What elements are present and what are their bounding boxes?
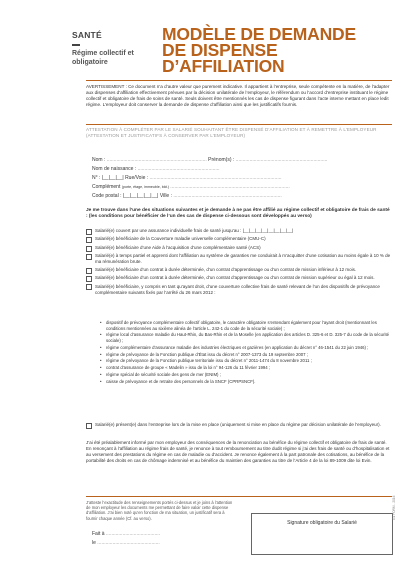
situations-intro: Je me trouve dans l’une des situations suivantes et je demande à ne pas être affilié au régime collectif et obligatoire de frais de santé : (les conditions pour bénéficier de l’un des cas de dispense ci-dessous sont développés au verso) bbox=[86, 208, 390, 219]
option-label: Salarié(e) couvert par une assurance individuelle frais de santé jusqu’au : |__|__|__|__|__|__|__|__| bbox=[95, 228, 294, 233]
le-label: le bbox=[92, 540, 96, 546]
option-item[interactable] bbox=[86, 228, 392, 235]
list-item: • régime de prévoyance de la Fonction publique d’État issu du décret n° 2007-1373 du 19 septembre 2007 ; bbox=[100, 351, 308, 357]
list-item-text: régime spécial de sécurité sociale des gens de mer (ENIM) ; bbox=[106, 371, 221, 377]
rue-label: Rue/Voie : bbox=[125, 175, 149, 181]
prevoyance-list bbox=[100, 320, 392, 385]
prenom-label: Prénom(s) : bbox=[208, 157, 235, 163]
option-label: Salarié(e) bénéficiaire, y compris en tant qu’ayant droit, d’une couverture collective frais de santé relevant de l’un des dispositifs de prévoyance complémentaire suivants fixés par l’arrêté du 26 mars 2012 : bbox=[95, 283, 380, 295]
list-item: • régime local d’assurance maladie du Haut-Rhin, du Bas-Rhin et de la Moselle (en application des articles D. 325-6 et D. 325-7 du code de la sécurité sociale) ; bbox=[100, 332, 392, 343]
complement-row[interactable] bbox=[92, 184, 290, 190]
fait-a-label: Fait à bbox=[92, 531, 105, 537]
signature-box[interactable] bbox=[251, 513, 393, 555]
option-label: Salarié(e) présent(e) dans l’entreprise lors de la mise en place (uniquement si mise en place du régime par décision unilatérale de l’employeur). bbox=[95, 422, 381, 427]
option-checkbox[interactable] bbox=[86, 284, 92, 290]
option-item[interactable] bbox=[86, 422, 392, 430]
list-item-text: régime local d’assurance maladie du Haut-Rhin, du Bas-Rhin et de la Moselle (en application des articles D. 325-6 et D. 325-7 du code de la sécurité sociale) ; bbox=[106, 332, 390, 343]
section-label: SANTÉ bbox=[72, 30, 102, 40]
adresse-row[interactable] bbox=[92, 175, 282, 181]
option-item[interactable] bbox=[86, 253, 392, 265]
nom-naissance-field[interactable]: ........................................................... bbox=[137, 166, 220, 172]
nom-naissance-row[interactable] bbox=[92, 166, 220, 172]
numero-mask[interactable]: |__|__|__| bbox=[101, 175, 124, 181]
list-item: • régime de prévoyance de la Fonction publique territoriale issu du décret n° 2011-1474 du 8 novembre 2011 ; bbox=[100, 358, 312, 364]
list-item-text: caisse de prévoyance et de retraite des personnels de la SNCF (CPRPSNCF). bbox=[106, 378, 256, 384]
list-item-text: régime complémentaire d’assurance maladie des industries électriques et gazières (en application du décret n° 46-1541 du 22 juin 1946) ; bbox=[106, 344, 369, 350]
list-item: • régime spécial de sécurité sociale des gens de mer (ENIM) ; bbox=[100, 371, 221, 377]
title-line-1: MODÈLE DE DEMANDE bbox=[162, 24, 356, 44]
code-postal-label: Code postal : bbox=[92, 193, 122, 199]
option-label: Salarié(e) bénéficiaire d’une Aide à l’acquisition d’une complémentaire santé (ACS) bbox=[95, 244, 261, 250]
option-label: Salarié(e) bénéficiaire d’un contrat à durée déterminée, d’un contrat d’apprentissage ou d’un contrat de mission inférieur à 12 mois. bbox=[95, 266, 357, 272]
title-line-2: DE DISPENSE bbox=[162, 40, 278, 60]
prenom-field[interactable]: .................................................................. bbox=[235, 157, 328, 163]
option-item[interactable] bbox=[86, 236, 392, 243]
complement-field[interactable]: ...................................................................................... bbox=[170, 184, 290, 190]
title-line-3: D’AFFILIATION bbox=[162, 56, 285, 76]
option-label: Salarié(e) bénéficiaire d’un contrat à durée déterminée, d’un contrat d’apprentissage ou d’un contrat de mission supérieur ou égal à 12 mois. bbox=[95, 275, 375, 281]
section-header bbox=[72, 30, 152, 67]
list-item: • caisse de prévoyance et de retraite des personnels de la SNCF (CPRPSNCF). bbox=[100, 378, 256, 384]
option-checkbox[interactable] bbox=[86, 276, 92, 282]
ville-field[interactable]: .............................................................................. bbox=[173, 193, 282, 199]
page-title bbox=[162, 26, 392, 74]
option-checkbox[interactable] bbox=[86, 229, 92, 235]
option-item[interactable] bbox=[86, 284, 392, 296]
attestation-note: ATTESTATION À COMPLÉTER PAR LE SALARIÉ SOUHAITANT ÊTRE DISPENSÉ D’AFFILIATION ET À REMETTRE À L’EMPLOYEUR (ATTESTATION ET JUSTIFICATIFS À CONSERVER PAR L’EMPLOYEUR) bbox=[86, 127, 377, 138]
option-checkbox[interactable] bbox=[86, 268, 92, 274]
option-item[interactable] bbox=[86, 245, 392, 252]
code-postal-row[interactable] bbox=[92, 193, 282, 199]
list-item-text: dispositif de prévoyance complémentaire collectif obligatoire, le caractère obligatoire s’entendant également pour l’ayant droit (mentionnant les conditions mentionnées au sixième alinéa de l’article L. 242-1 du code de la sécurité sociale) ; bbox=[106, 320, 377, 331]
nom-naissance-label: Nom de naissance : bbox=[92, 166, 137, 172]
warning-paragraph: AVERTISSEMENT : Ce document n’a d’autre valeur que purement indicative. Il appartient à l’entreprise, seule compétente en la matière, de l’adapter aux dispenses d’affiliation effectivement prévues par la décision unilatérale de l’employeur, le référendum ou l’accord d’entreprise instituant le régime collectif et obligatoire de frais de soins de santé. Seuls doivent être mentionnés les cas de dispense figurant dans l’acte interne mettant en place ledit régime. L’employeur doit conserver la demande de dispense d’affiliation ainsi que les justificatifs fournis. bbox=[86, 84, 390, 107]
option-checkbox[interactable] bbox=[86, 237, 92, 243]
le-field[interactable]: ............................................. bbox=[95, 540, 160, 546]
ville-label: Ville : bbox=[159, 193, 172, 199]
declaration-separator bbox=[86, 496, 392, 497]
list-item-text: régime de prévoyance de la Fonction publique d’État issu du décret n° 2007-1373 du 19 septembre 2007 ; bbox=[106, 351, 308, 357]
nom-label: Nom : bbox=[92, 157, 106, 163]
fait-a-field[interactable]: ....................................... bbox=[104, 531, 161, 537]
option-checkbox[interactable] bbox=[86, 254, 92, 260]
option-checkbox[interactable] bbox=[86, 423, 92, 429]
attestation-statement: J’atteste l’exactitude des renseignements portés ci-dessus et je joins à l’attention de mon employeur les documents me permettant de faire valoir cette dispense d’affiliation. J’ai bien noté qu’en fonction de ma situation, un justificatif sera à fournir chaque année (Cf. au verso). bbox=[86, 500, 233, 521]
dispense-options bbox=[86, 228, 392, 297]
declaration-paragraph: J’ai été préalablement informé par mon employeur des conséquences de la renonciation au bénéfice du régime collectif et obligatoire de frais de santé. En renonçant à l’affiliation au régime frais de santé, je renonce à tout remboursement au titre dudit régime si j’ai des frais de santé ou d’hospitalisation et au versement des prestations du régime en cas de maladie ou d’accident. Je renonce également à la part patronale des cotisations, au bénéfice de la portabilité des droits en cas de chômage indemnisé et au bénéfice du maintien des garanties au titre de l’Article 4 de la loi 89-1009 dite loi Evin. bbox=[86, 440, 390, 463]
complement-hint: (porte, étage, immeuble, bât.) bbox=[121, 185, 169, 189]
list-item-text: régime de prévoyance de la Fonction publique territoriale issu du décret n° 2011-1474 du 8 novembre 2011 ; bbox=[106, 358, 312, 364]
document-reference: G1 FORM - 2016 bbox=[392, 495, 396, 520]
signature-label: Signature obligatoire du Salarié bbox=[287, 520, 357, 526]
option-label: Salarié(e) à temps partiel et apprenti dont l’affiliation au système de garanties me conduirait à m’acquitter d’une cotisation au moins égale à 10 % de ma rémunération brute. bbox=[95, 253, 391, 265]
option-checkbox[interactable] bbox=[86, 246, 92, 252]
place-date-fields[interactable] bbox=[92, 530, 160, 548]
option-label: Salarié(e) bénéficiaire de la Couverture maladie universelle complémentaire (CMU-C) bbox=[95, 236, 266, 242]
option-item[interactable] bbox=[86, 267, 392, 274]
warning-separator bbox=[86, 124, 392, 125]
nom-field[interactable]: ........................................................................ bbox=[106, 157, 209, 163]
rue-field[interactable]: ............................................................................................... bbox=[149, 175, 282, 181]
list-item-text: contrat d’assurance de groupe « Madelin » issu de la loi n° 94-126 du 11 février 1994 ; bbox=[106, 365, 271, 371]
section-dash bbox=[72, 44, 80, 46]
code-postal-mask[interactable]: |__|__|__|__|__| bbox=[122, 193, 159, 199]
option-item[interactable] bbox=[86, 275, 392, 282]
nom-row[interactable] bbox=[92, 157, 327, 163]
regime-subtitle: Régime collectif et obligatoire bbox=[72, 49, 134, 66]
complement-label: Complément bbox=[92, 184, 121, 190]
list-item: • contrat d’assurance de groupe « Madelin » issu de la loi n° 94-126 du 11 février 1994 ; bbox=[100, 365, 271, 371]
list-item: • dispositif de prévoyance complémentaire collectif obligatoire, le caractère obligatoire s’entendant également pour l’ayant droit (mentionnant les conditions mentionnées au sixième alinéa de l’article L. 242-1 du code de la sécurité sociale) ; bbox=[100, 320, 392, 331]
title-separator bbox=[86, 80, 392, 81]
list-item: • régime complémentaire d’assurance maladie des industries électriques et gazières (en application du décret n° 46-1541 du 22 juin 1946) ; bbox=[100, 344, 369, 350]
numero-label: N° : bbox=[92, 175, 101, 181]
